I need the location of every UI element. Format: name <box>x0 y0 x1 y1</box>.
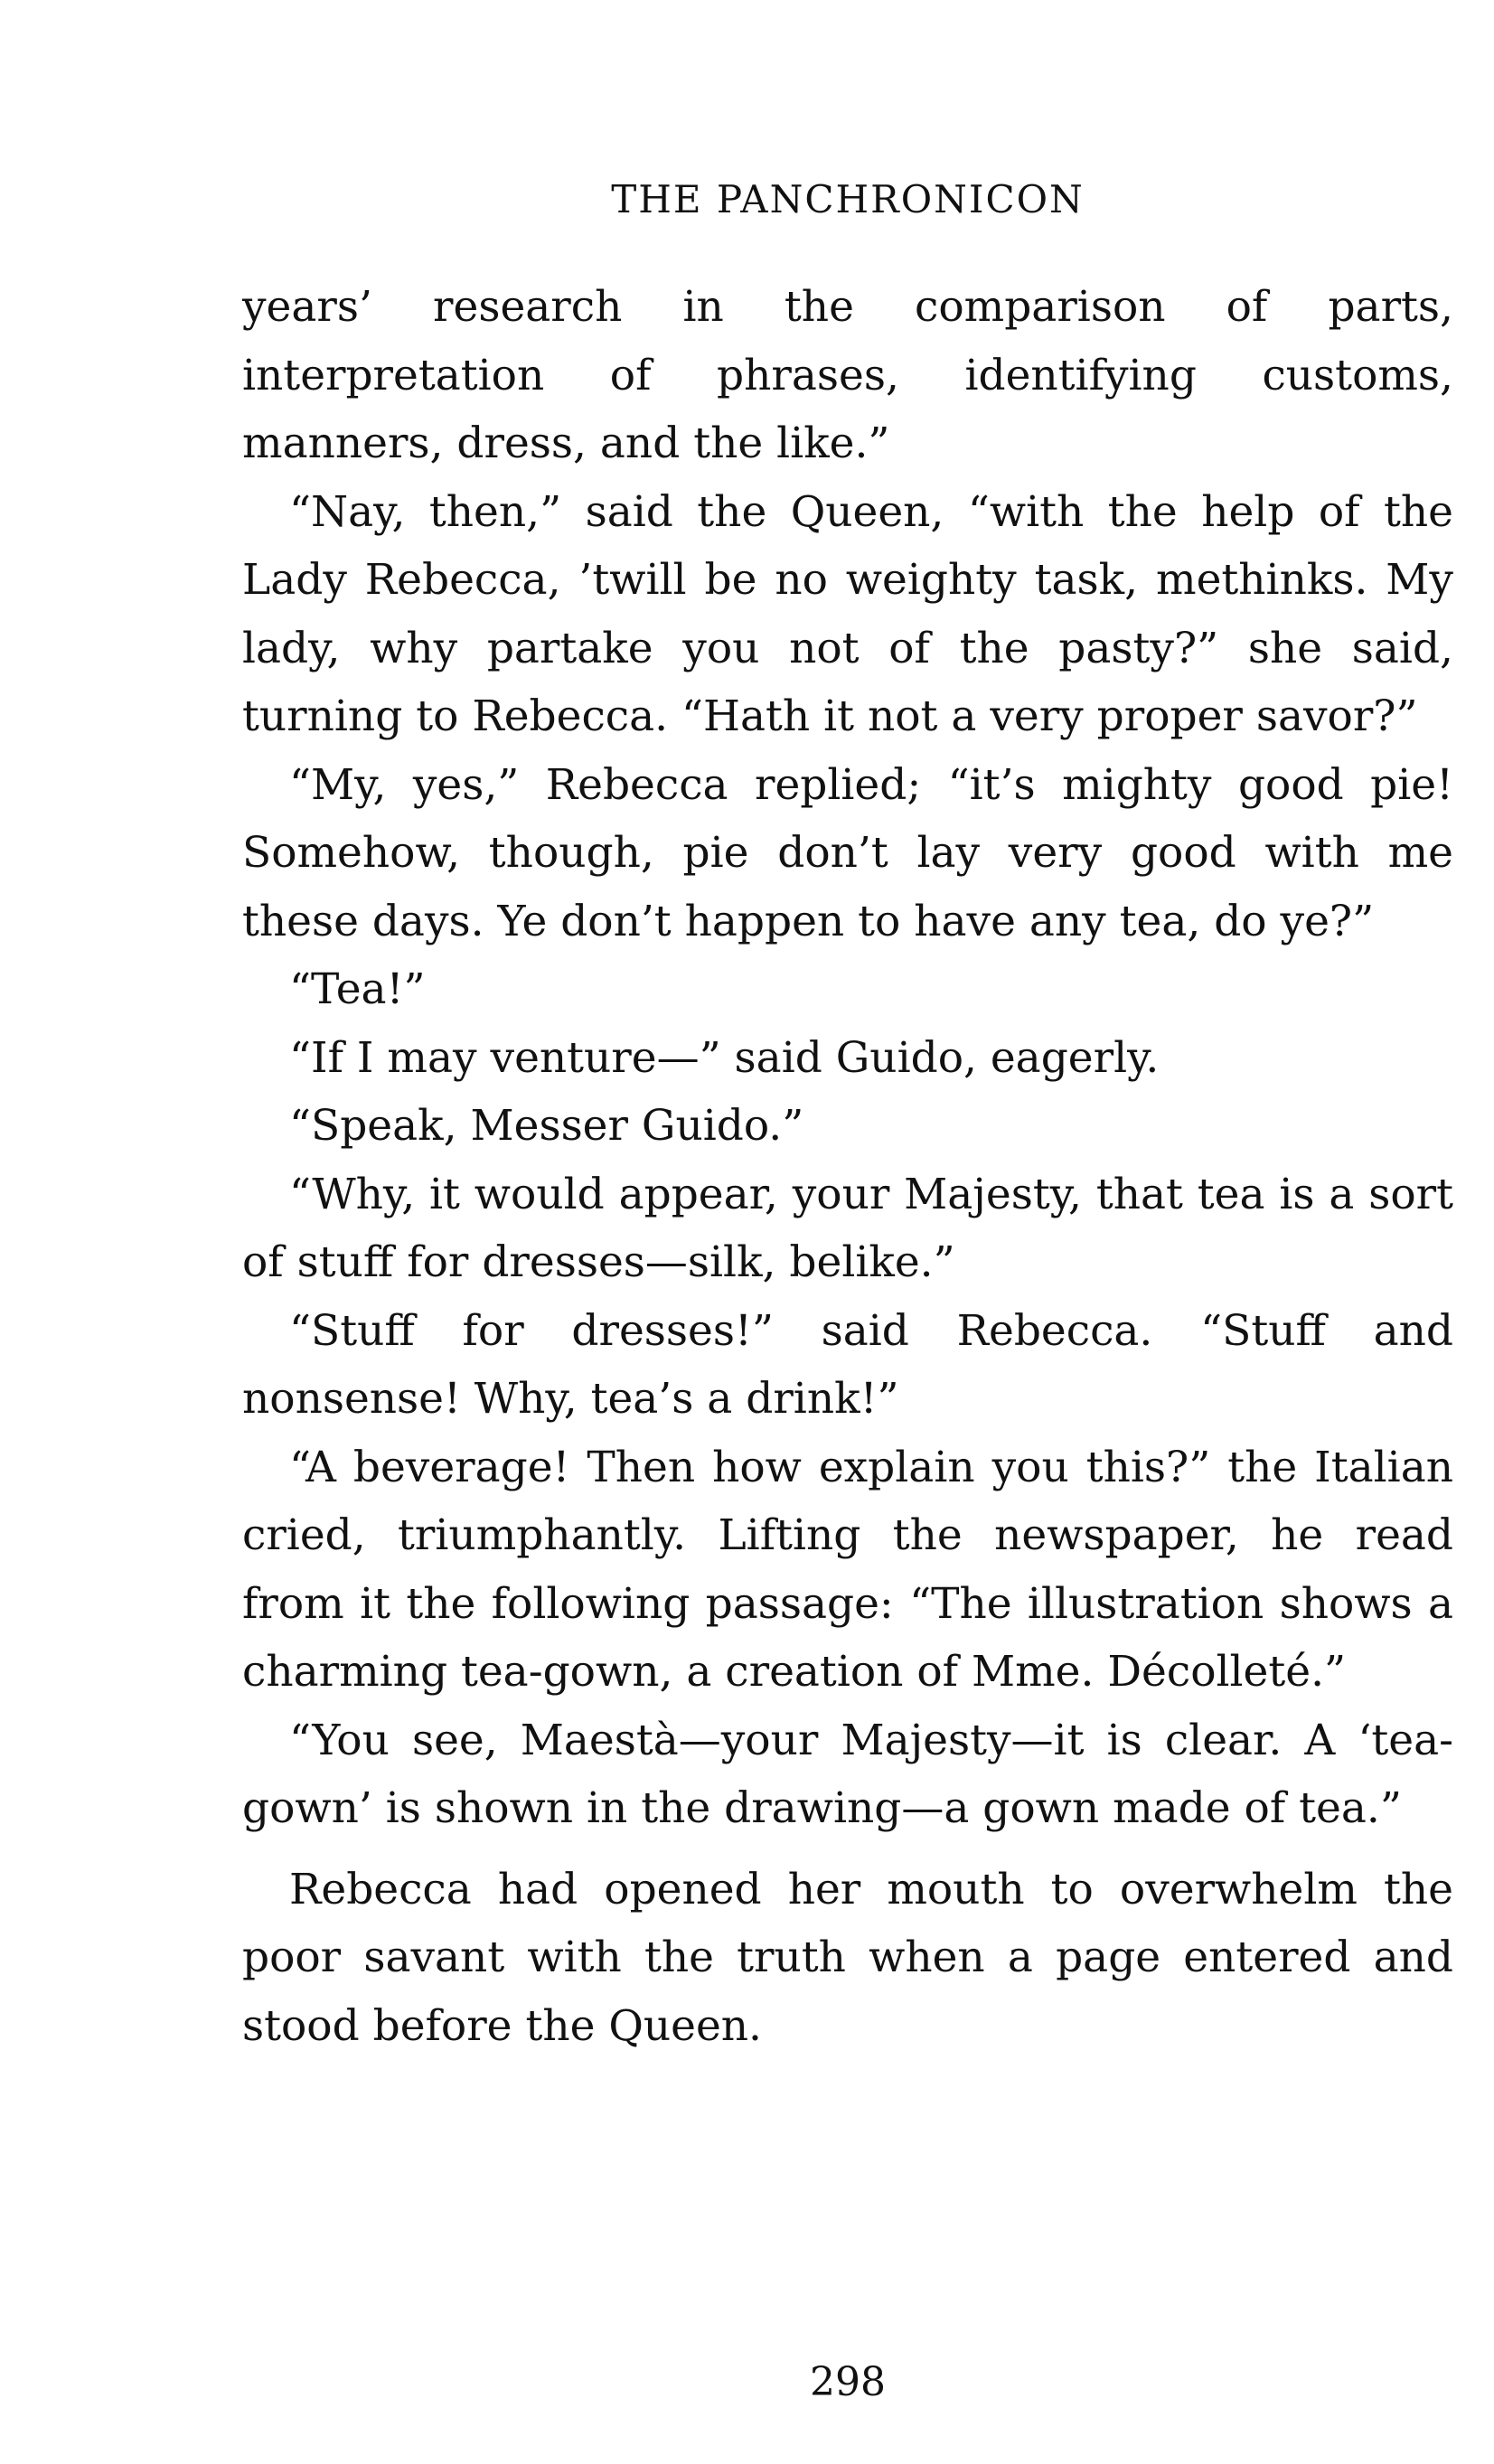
paragraph: “Why, it would appear, your Majesty, that tea is a sort of stuff for dresses—silk, belike.” <box>242 1169 1453 1287</box>
paragraph: “If I may venture—” said Guido, eagerly. <box>289 1032 1160 1083</box>
paragraph: years’ research in the comparison of parts, interpretation of phrases, identifying customs, manners, dress, and the like.” <box>242 282 1453 468</box>
paragraph: “Speak, Messer Guido.” <box>289 1101 804 1151</box>
paragraph: “You see, Maestà—your Majesty—it is clear. A ‘tea-gown’ is shown in the drawing—a gown made of tea.” <box>242 1715 1453 1833</box>
paragraph: “Nay, then,” said the Queen, “with the help of the Lady Rebecca, ’twill be no weighty task, methinks. My lady, why partake you not of the pasty?” she said, turning to Rebecca. “Hath it not a very proper savor?” <box>242 486 1453 741</box>
paragraph: Rebecca had opened her mouth to overwhelm the poor savant with the truth when a page entered and stood before the Queen. <box>242 1864 1453 2051</box>
paragraph: “Stuff for dresses!” said Rebecca. “Stuff and nonsense! Why, tea’s a drink!” <box>242 1305 1453 1424</box>
running-head: THE PANCHRONICON <box>611 177 1085 221</box>
page-number: 298 <box>810 2359 886 2405</box>
body-text <box>242 273 1453 2060</box>
book-page <box>242 0 1453 2464</box>
paragraph: “A beverage! Then how explain you this?” the Italian cried, triumphantly. Lifting the newspaper, he read from it the following passage: “The illustration shows a charming tea-gown, a creation of Mme. Décolleté.” <box>242 1442 1453 1697</box>
paragraph: “Tea!” <box>289 964 426 1014</box>
paragraph: “My, yes,” Rebecca replied; “it’s mighty good pie! Somehow, though, pie don’t lay very good with me these days. Ye don’t happen to have any tea, do ye?” <box>242 759 1453 946</box>
